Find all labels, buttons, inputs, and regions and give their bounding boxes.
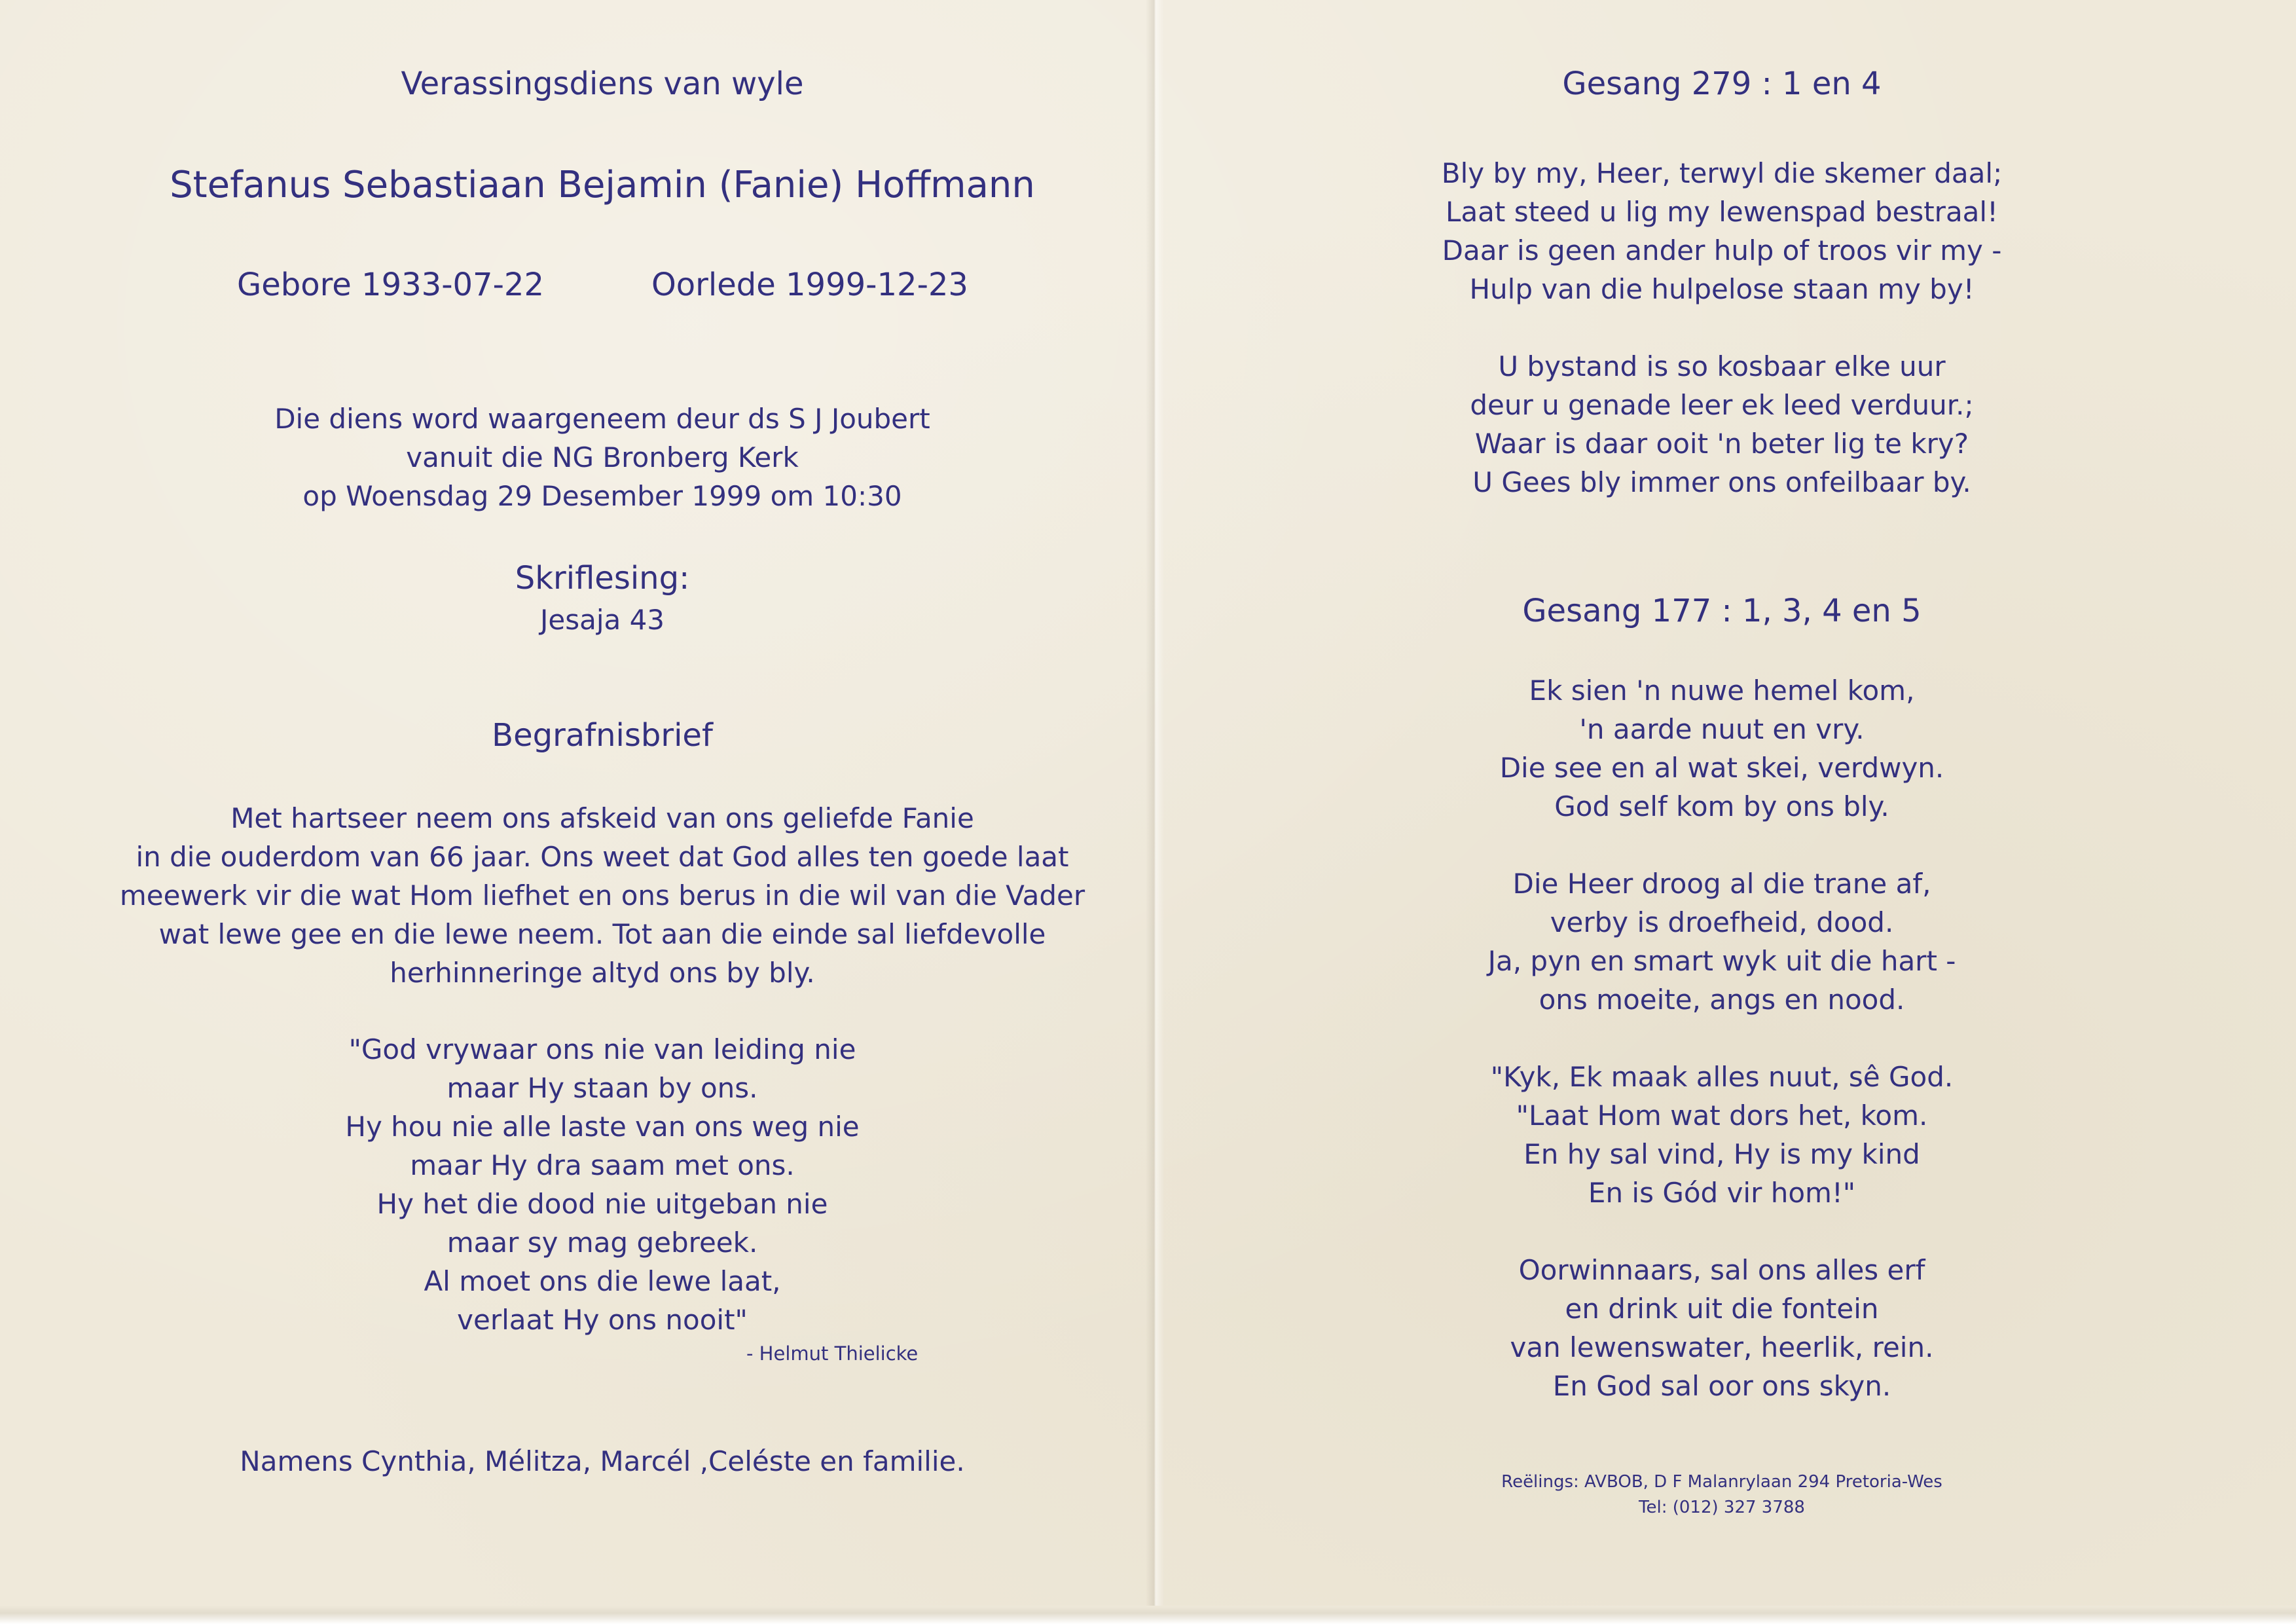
letter-line: in die ouderdom van 66 jaar. Ons weet dat God alles ten goede laat — [136, 841, 1069, 873]
death-date: Oorlede 1999-12-23 — [651, 267, 968, 303]
quote-line: "God vrywaar ons nie van leiding nie — [348, 1033, 856, 1065]
quote-line: maar sy mag gebreek. — [446, 1227, 758, 1259]
service-line: op Woensdag 29 Desember 1999 om 10:30 — [302, 480, 902, 512]
quote-line: maar Hy dra saam met ons. — [410, 1149, 795, 1181]
quote-author: - Helmut Thielicke — [746, 1342, 919, 1365]
hymn-line: Die Heer droog al die trane af, — [1512, 868, 1931, 900]
left-page — [39, 0, 1165, 1624]
hymn-line: Waar is daar ooit 'n beter lig te kry? — [1474, 428, 1969, 460]
hymn-line: En hy sal vind, Hy is my kind — [1523, 1138, 1920, 1170]
hymn-line: U bystand is so kosbaar elke uur — [1498, 350, 1946, 382]
hymn-line: Ek sien 'n nuwe hemel kom, — [1529, 674, 1915, 707]
reading-heading: Skriflesing: — [515, 560, 690, 597]
hymn-line: Hulp van die hulpelose staan my by! — [1469, 273, 1975, 305]
hymn-line: Ja, pyn en smart wyk uit die hart - — [1487, 945, 1956, 977]
hymn-line: van lewenswater, heerlik, rein. — [1510, 1331, 1934, 1363]
quote-line: Hy hou nie alle laste van ons weg nie — [345, 1111, 860, 1143]
service-line: Die diens word waargeneem deur ds S J Joubert — [274, 403, 930, 435]
hymn-line: ons moeite, angs en nood. — [1539, 984, 1905, 1016]
service-line: vanuit die NG Bronberg Kerk — [406, 441, 799, 473]
hymn-line: God self kom by ons bly. — [1554, 790, 1889, 822]
hymn-line: "Kyk, Ek maak alles nuut, sê God. — [1490, 1061, 1954, 1093]
intro-text: Verassingsdiens van wyle — [401, 65, 804, 102]
hymn-line: verby is droefheid, dood. — [1550, 906, 1894, 938]
reading-text: Jesaja 43 — [539, 604, 665, 636]
quote-line: verlaat Hy ons nooit" — [457, 1304, 748, 1336]
hymn-title: Gesang 279 : 1 en 4 — [1562, 65, 1882, 102]
letter-line: wat lewe gee en die lewe neem. Tot aan die einde sal liefdevolle — [158, 918, 1046, 950]
hymn-line: Laat steed u lig my lewenspad bestraal! — [1446, 196, 1998, 228]
paper-edge — [0, 1606, 2296, 1624]
quote-line: Al moet ons die lewe laat, — [424, 1265, 781, 1297]
hymn-line: En God sal oor ons skyn. — [1552, 1370, 1891, 1402]
hymn-line: Bly by my, Heer, terwyl die skemer daal; — [1441, 157, 2003, 189]
letter-line: Met hartseer neem ons afskeid van ons geliefde Fanie — [230, 802, 974, 834]
funeral-phone: Tel: (012) 327 3788 — [1639, 1498, 1805, 1517]
hymn-line: U Gees bly immer ons onfeilbaar by. — [1472, 466, 1971, 498]
letter-line: meewerk vir die wat Hom liefhet en ons berus in die wil van die Vader — [119, 879, 1085, 912]
hymn-line: Die see en al wat skei, verdwyn. — [1499, 752, 1944, 784]
funeral-arrangements: Reëlings: AVBOB, D F Malanrylaan 294 Pretoria-Wes — [1501, 1472, 1942, 1492]
family-text: Namens Cynthia, Mélitza, Marcél ,Celéste en familie. — [240, 1445, 965, 1477]
right-page — [1165, 0, 2278, 1624]
hymn-line: En is Gód vir hom!" — [1588, 1177, 1856, 1209]
letter-line: herhinneringe altyd ons by bly. — [390, 957, 815, 989]
letter-heading: Begrafnisbrief — [492, 717, 713, 754]
hymn-line: en drink uit die fontein — [1565, 1293, 1879, 1325]
hymn-line: deur u genade leer ek leed verduur.; — [1470, 389, 1974, 421]
birth-date: Gebore 1933-07-22 — [237, 267, 544, 303]
quote-line: Hy het die dood nie uitgeban nie — [376, 1188, 828, 1220]
hymn-line: Daar is geen ander hulp of troos vir my - — [1442, 234, 2002, 267]
hymn-title: Gesang 177 : 1, 3, 4 en 5 — [1522, 593, 1922, 629]
quote-line: maar Hy staan by ons. — [446, 1072, 758, 1104]
hymn-line: "Laat Hom wat dors het, kom. — [1516, 1099, 1928, 1132]
hymn-line: Oorwinnaars, sal ons alles erf — [1518, 1254, 1925, 1286]
hymn-line: 'n aarde nuut en vry. — [1579, 713, 1865, 745]
deceased-name: Stefanus Sebastiaan Bejamin (Fanie) Hoffmann — [170, 164, 1035, 206]
